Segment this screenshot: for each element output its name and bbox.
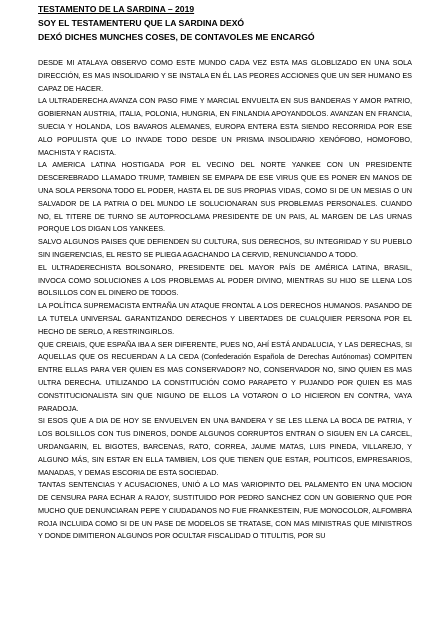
paragraph: LA AMERICA LATINA HOSTIGADA POR EL VECINO DEL NORTE YANKEE CON UN PRESIDENTE DESCEREBRADO LLAMADO TRUMP, TAMBIEN SE EMPAPA DE ESE VIRUS QUE ES PONER EN MANOS DE UNA SOLA PERSONA TODO EL PODER, HASTA EL DE SUS PROPIAS VIDAS, COMO SI DE UN MESIAS O UN SALVADOR DE LA PATRIA O DEL MUNDO LE SOLUCIONARAN SUS PROBLEMAS PERSONALES. CUANDO NO, EL TITERE DE TURNO SE AUTOPROCLAMA PRESIDENTE DE UN PAIS, AL MARGEN DE LAS URNAS PORQUE LOS DIGAN LOS YANKEES. [38, 160, 412, 234]
paragraph: DESDE MI ATALAYA OBSERVO COMO ESTE MUNDO CADA VEZ ESTA MAS GLOBLIZADO EN UNA SOLA DIRECCIÓN, ES MAS INSOLIDARIO Y SE INSTALA EN ÉL LAS PEORES ACCIONES QUE UN SER HUMANO ES CAPAZ DE HACER. [38, 58, 412, 93]
paragraph: SALVO ALGUNOS PAISES QUE DEFIENDEN SU CULTURA, SUS DERECHOS, SU INTEGRIDAD Y SU PUEBLO SIN INGERENCIAS, EL RESTO SE PLIEGA AGACHANDO LA CERVID, RENUNCIANDO A TODO. [38, 237, 412, 259]
paragraph: LA ULTRADERECHA AVANZA CON PASO FIME Y MARCIAL ENVUELTA EN SUS BANDERAS Y AMOR PATRIO, GOBIERNAN AUSTRIA, ITALIA, POLONIA, HUNGRIA, EN FINLANDIA APOYANDOLOS. AVANZAN EN FRANCIA, SUECIA Y HOLANDA, LOS BAVAROS ALEMANES, EUROPA ENTERA ESTA SIENDO RECORRIDA POR ESE ALO POPULISTA QUE LO INVADE TODO DESDE UN PRISMA INSOLIDARIO XENÓFOBO, HOMOFOBO, MACHISTA Y RACISTA. [38, 96, 412, 157]
subtitle-line-1: SOY EL TESTAMENTERU QUE LA SARDINA DEXÓ [38, 18, 245, 28]
document-title: TESTAMENTO DE LA SARDINA – 2019 [38, 4, 195, 14]
paragraph: TANTAS SENTENCIAS Y ACUSACIONES, UNIÓ A LO MAS VARIOPINTO DEL PALAMENTO EN UNA MOCION DE CENSURA PARA ECHAR A RAJOY, SUSTITUIDO POR PEDRO SANCHEZ CON UN GOBIERNO QUE POR MUCHO QUE DENUNCIARAN PEPE Y CIUDADANOS NO FUE FRANKESTEIN, FUE MONOCOLOR, ALFOMBRA ROJA INCLUIDA COMO SI DE UN PASE DE MODELOS SE TRATASE, CON MAS MINISTRAS QUE MINISTROS Y DONDE DIMITIERON ALGUNOS POR OCULTAR FISCALIDAD O TITULITIS, POR SU [38, 480, 412, 541]
paragraph: EL ULTRADERECHISTA BOLSONARO, PRESIDENTE DEL MAYOR PAÍS DE AMÉRICA LATINA, BRASIL, INVOCA COMO SOLUCIONES A LOS PROBLEMAS AL PODER DIVINO, MIENTRAS SU HIJO SE LLENA LOS BOLSILLOS CON EL DINERO DE TODOS. [38, 262, 412, 298]
subtitle-line-2: DEXÓ DICHES MUNCHES COSES, DE CONTAVOLES ME ENCARGÓ [38, 32, 315, 42]
document-body [38, 57, 412, 543]
paragraph: LA POLÍTICA SUPREMACISTA ENTRAÑA UN ATAQUE FRONTAL A LOS DERECHOS HUMANOS. PASANDO DE LA TUTELA UNIVERSAL GARANTIZANDO DERECHOS Y LIBERTADES DE CUALQUIER PERSONA POR EL HECHO DE SERLO, A RESTRINGIRLOS. [38, 301, 412, 336]
paragraph: QUE CREIAIS, QUE ESPAÑA IBA A SER DIFERENTE, PUES NO, AHÍ ESTÁ ANDALUCIA, Y LAS DERECHAS, SI AQUELLAS QUE OS RECUERDAN A LA CEDA (Confederación Española de Derechas Autónomas) COMPITEN ENTRE ELLAS PARA VER QUIEN ES MAS CONSERVADOR? NO, CONSERVADOR NO, SINO QUIEN ES MAS ULTRA DERECHA. UTILIZANDO LA CONSTITUCIÓN COMO PARAPETO Y PUJANDO POR QUIEN ES MAS CONSTITUCIONALISTA SIN QUE NIGUNO DE ELLOS LA VOTARON O LO HICIERON EN CONTRA, VAYA PARADOJA. [38, 339, 412, 413]
paragraph: SI ESOS QUE A DIA DE HOY SE ENVUELVEN EN UNA BANDERA Y SE LES LLENA LA BOCA DE PATRIA, Y LOS BOLSILLOS CON TUS DINEROS, DONDE ALGUNOS CORRUPTOS ENTRAN O SIGUEN EN LA CARCEL, URDANGARIN, EL BIGOTES, BARCENAS, RATO, CORREA, JAUME MATAS, LUIS PINEDA, VILLAREJO, Y ALGUNO MÁS, SIN ESTAR EN ELLA TAMBIEN, LOS QUE TIENEN QUE ESTAR, POLITICOS, EMPRESARIOS, MANADAS, Y DEMAS ESCORIA DE ESTA SOCIEDAD. [38, 416, 412, 477]
